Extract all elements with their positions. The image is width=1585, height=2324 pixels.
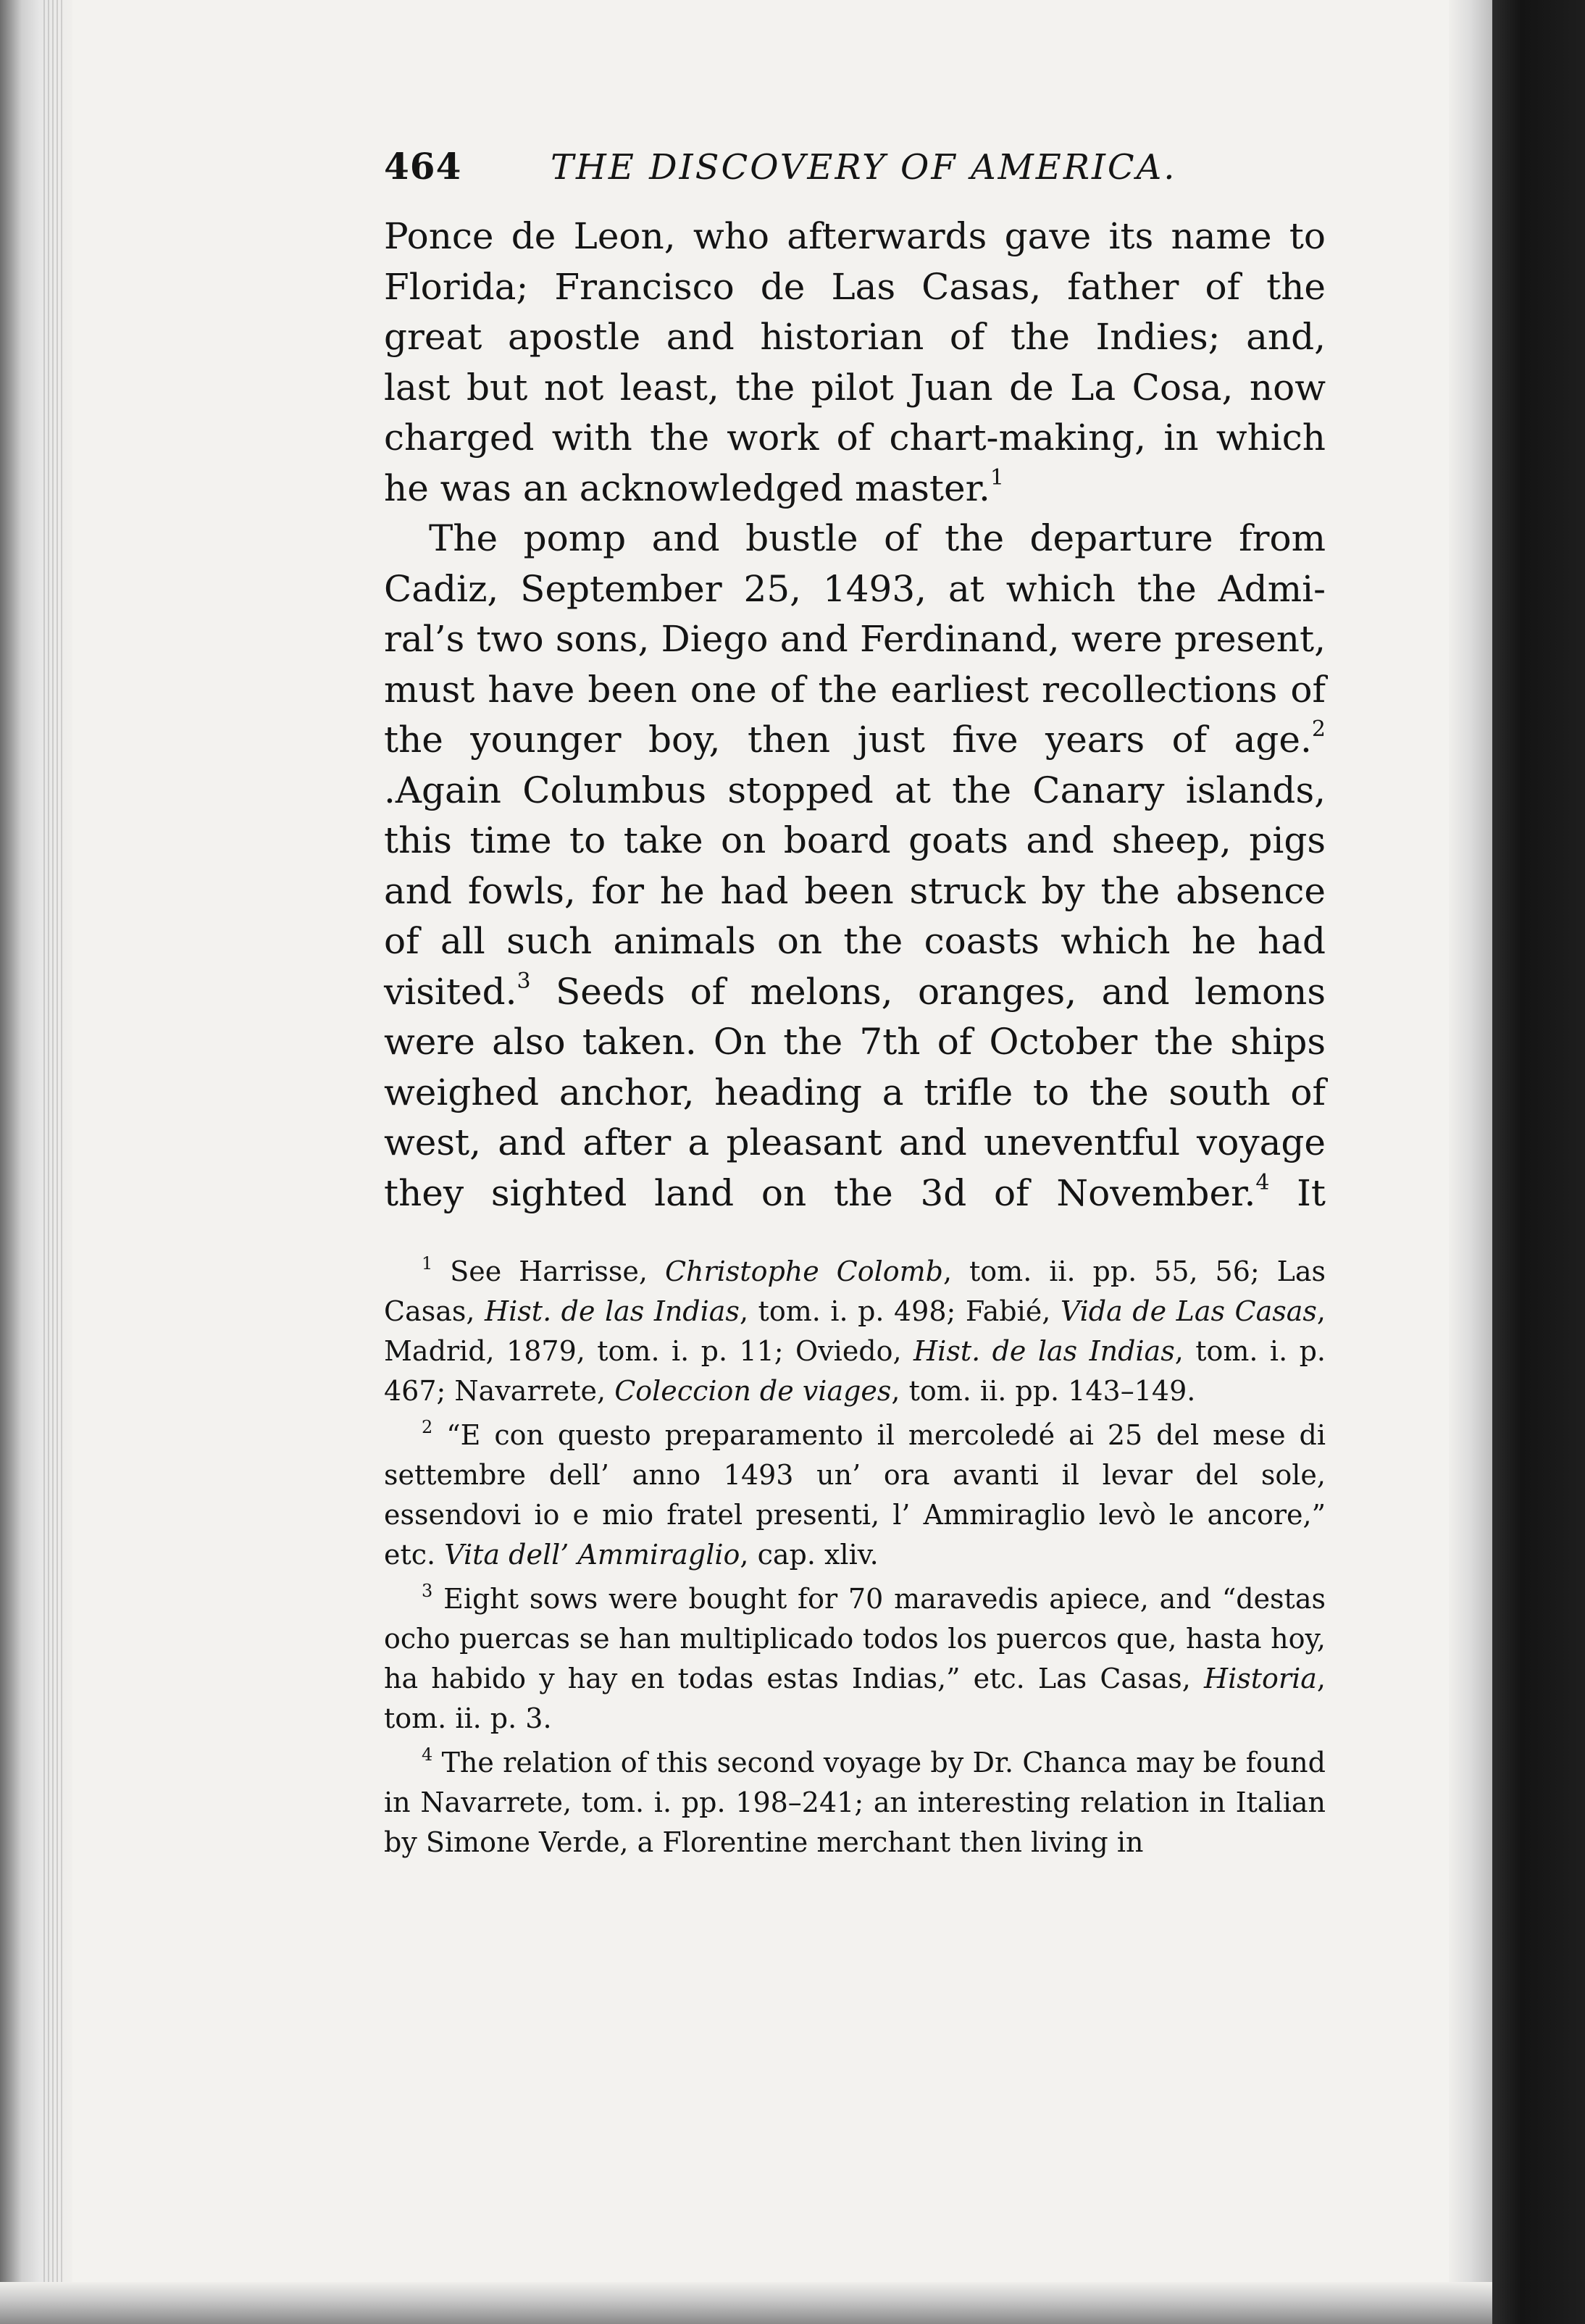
text-line [384,967,1326,1018]
page-number: 464 [384,145,462,188]
running-head-title: THE DISCOVERY OF AMERICA. [551,147,1177,188]
text-line [384,715,1326,766]
footnote-text: , tom. i. p. 498; Fabié, [739,1295,1061,1327]
footnote-mark: 4 [422,1744,433,1765]
text-line: of all such animals on the coasts which he had [384,920,1326,962]
text-segment: visited. [384,970,517,1013]
footnote-text: , cap. xliv. [740,1539,879,1571]
text-line: must have been one of the earliest recollections of [384,668,1326,711]
text-segment: Seeds of melons, oranges, and lemons [530,970,1326,1013]
footnote-italic: Historia [1203,1663,1317,1694]
right-book-edge [1492,0,1585,2324]
paragraph-1 [384,212,1326,514]
text-segment: they sighted land on the 3d of November. [384,1171,1256,1214]
footnote-ref: 4 [1255,1169,1270,1195]
left-page-stack-lines [43,0,65,2324]
footnote-italic: Vida de Las Casas [1060,1295,1317,1327]
text-line [384,464,1326,514]
footnote-italic: Vita dell’ Ammiraglio [444,1539,740,1571]
footnote-mark: 1 [422,1253,433,1274]
footnote-ref: 2 [1311,716,1326,742]
footnote-3 [384,1579,1326,1739]
footnote-4 [384,1743,1326,1863]
text-line: .Again Columbus stopped at the Canary islands, [384,769,1326,811]
text-line: Ponce de Leon, who afterwards gave its name to [384,215,1326,257]
footnote-italic: Coleccion de viages [614,1375,892,1407]
footnote-text: , tom. ii. p. 3. [384,1663,1326,1734]
footnote-mark: 2 [422,1417,433,1437]
footnote-italic: Christophe Colomb [664,1255,944,1287]
text-line: and fowls, for he had been struck by the absence [384,869,1326,912]
footnote-italic: Hist. de las Indias [485,1295,740,1327]
text-line: Cadiz, September 25, 1493, at which the Admi- [384,567,1326,610]
footnote-1 [384,1252,1326,1411]
running-head [384,145,1326,203]
book-page [384,145,1326,1867]
text-line [384,1169,1326,1219]
footnote-text: , tom. i. p. 467; Navarrete, [384,1335,1326,1407]
footnote-text: “E con questo preparamento il mercoledé ai 25 del mese di settembre dell’ anno 1493 un’ ora avanti il levar del sole, essendovi io e mio fratel presenti, l’ Ammiraglio levò le ancore,” etc. [384,1419,1326,1571]
text-line: were also taken. On the 7th of October the ships [384,1021,1326,1063]
text-segment: the younger boy, then just five years of age. [384,719,1312,761]
footnote-text: , tom. ii. pp. 143–149. [891,1375,1196,1407]
right-gutter-shadow [1449,0,1492,2324]
text-segment: he was an acknowledged master. [384,467,990,509]
text-line: this time to take on board goats and sheep, pigs [384,819,1326,861]
text-line: Florida; Francisco de Las Casas, father of the [384,265,1326,308]
footnote-text: , Madrid, 1879, tom. i. p. 11; Oviedo, [384,1295,1326,1367]
text-segment: It [1269,1171,1326,1214]
footnote-italic: Hist. de las Indias [913,1335,1175,1367]
text-line: ral’s two sons, Diego and Ferdinand, were present, [384,618,1326,660]
footnote-text: , tom. ii. pp. 55, 56; Las Casas, [384,1255,1326,1327]
text-line: charged with the work of chart-making, in which [384,417,1326,459]
footnote-text: See Harrisse, [450,1255,665,1287]
text-line: west, and after a pleasant and uneventful voyage [384,1121,1326,1163]
text-line: last but not least, the pilot Juan de La Cosa, now [384,366,1326,409]
text-line: great apostle and historian of the Indies; and, [384,316,1326,358]
footnote-ref: 1 [990,464,1005,490]
footnotes [384,1252,1326,1863]
paragraph-2 [384,514,1326,1219]
footnote-ref: 3 [517,968,531,994]
footnote-mark: 3 [422,1581,433,1601]
footnote-2 [384,1416,1326,1575]
footnote-text: Eight sows were bought for 70 maravedis apiece, and “destas ocho puercas se han multiplicado todos los puercos que, hasta hoy, ha habido y hay en todas estas Indias,” etc. Las Casas, [384,1583,1326,1694]
text-line: The pomp and bustle of the departure from [429,517,1326,559]
footnote-text: The relation of this second voyage by Dr. Chanca may be found in Navarrete, tom. i. pp. 198–241; an interesting relation in Italian by Simone Verde, a Florentine merchant then living in [384,1747,1326,1858]
body-text [384,212,1326,1219]
text-line: weighed anchor, heading a trifle to the south of [384,1071,1326,1113]
bottom-book-edge [0,2282,1492,2324]
